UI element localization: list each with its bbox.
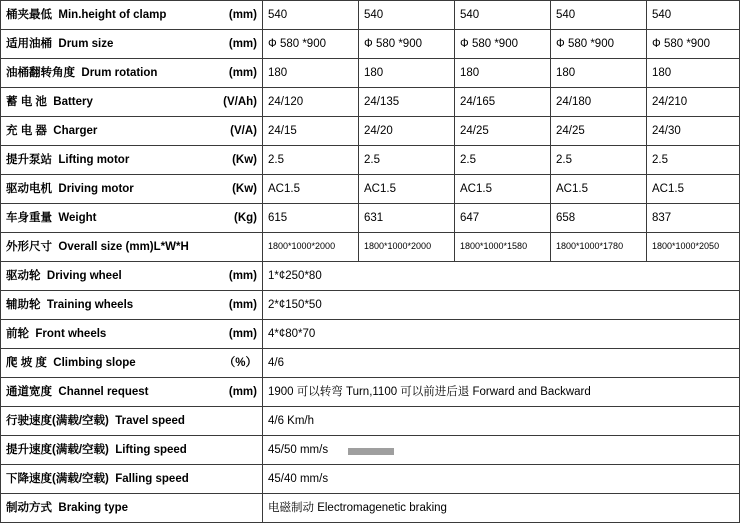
label-unit: (mm) — [228, 327, 257, 340]
label-unit: (mm) — [228, 298, 257, 311]
label-en: Charger — [53, 124, 98, 137]
table-row — [1, 30, 740, 59]
table-cell-merged: 4*¢80*70 — [263, 320, 740, 349]
table-row — [1, 494, 740, 523]
row-label — [1, 291, 263, 320]
row-label — [1, 175, 263, 204]
label-en: Travel speed — [115, 414, 185, 427]
table-row — [1, 117, 740, 146]
table-cell-merged: 1*¢250*80 — [263, 262, 740, 291]
table-row — [1, 378, 740, 407]
label-unit: (Kw) — [232, 153, 257, 166]
label-cn: 前轮 — [6, 327, 29, 340]
label-en: Channel request — [58, 385, 149, 398]
table-cell: 658 — [551, 204, 647, 233]
table-row — [1, 59, 740, 88]
table-cell: 24/20 — [359, 117, 455, 146]
label-unit: (Kw) — [232, 182, 257, 195]
label-cn: 行驶速度(满载/空载) — [6, 414, 109, 427]
table-cell: AC1.5 — [551, 175, 647, 204]
table-cell: 24/180 — [551, 88, 647, 117]
label-cn: 制动方式 — [6, 501, 52, 514]
label-en: Climbing slope — [53, 356, 136, 369]
table-cell: 24/25 — [551, 117, 647, 146]
label-cn: 驱动轮 — [6, 269, 41, 282]
row-label — [1, 233, 263, 262]
table-cell: 540 — [455, 1, 551, 30]
label-cn: 辅助轮 — [6, 298, 41, 311]
table-cell-merged: 2*¢150*50 — [263, 291, 740, 320]
label-cn: 通道宽度 — [6, 385, 52, 398]
table-row — [1, 407, 740, 436]
table-cell: 1800*1000*1780 — [551, 233, 647, 262]
label-cn: 提升泵站 — [6, 153, 52, 166]
label-en: Battery — [53, 95, 93, 108]
table-cell: 615 — [263, 204, 359, 233]
table-cell: 2.5 — [359, 146, 455, 175]
table-cell: 180 — [263, 59, 359, 88]
table-row — [1, 88, 740, 117]
label-cn: 爬 坡 度 — [6, 356, 47, 369]
label-unit: (V/Ah) — [223, 95, 257, 108]
table-cell: 24/165 — [455, 88, 551, 117]
table-cell: 837 — [647, 204, 740, 233]
table-cell-merged: 电磁制动 Electromagenetic braking — [263, 494, 740, 523]
label-cn: 桶夹最低 — [6, 8, 52, 21]
table-cell: 2.5 — [455, 146, 551, 175]
label-cn: 油桶翻转角度 — [6, 66, 75, 79]
table-cell: 1800*1000*2000 — [263, 233, 359, 262]
table-cell: AC1.5 — [647, 175, 740, 204]
row-label — [1, 436, 263, 465]
table-row — [1, 349, 740, 378]
label-unit: (mm) — [228, 8, 257, 21]
table-cell-merged: 45/50 mm/s — [263, 436, 740, 465]
scroll-thumb[interactable] — [348, 448, 394, 455]
label-unit: (V/A) — [230, 124, 257, 137]
table-cell: Ф 580 *900 — [647, 30, 740, 59]
label-unit: (mm) — [228, 66, 257, 79]
table-cell: 540 — [263, 1, 359, 30]
label-cn: 外形尺寸 — [6, 240, 52, 253]
label-unit: (mm) — [228, 269, 257, 282]
label-cn: 蓄 电 池 — [6, 95, 47, 108]
label-cn: 充 电 器 — [6, 124, 47, 137]
label-en: Training wheels — [46, 298, 134, 311]
table-cell: Ф 580 *900 — [551, 30, 647, 59]
row-label — [1, 262, 263, 291]
table-row — [1, 291, 740, 320]
table-row — [1, 320, 740, 349]
table-cell: AC1.5 — [359, 175, 455, 204]
table-cell: 24/30 — [647, 117, 740, 146]
table-cell: 540 — [647, 1, 740, 30]
table-cell: 2.5 — [647, 146, 740, 175]
label-en: Drum size — [58, 37, 114, 50]
table-cell: 1800*1000*1580 — [455, 233, 551, 262]
row-label — [1, 465, 263, 494]
label-cn: 下降速度(满载/空载) — [6, 472, 109, 485]
label-cn: 提升速度(满载/空载) — [6, 443, 109, 456]
table-cell: Ф 580 *900 — [359, 30, 455, 59]
table-cell: Ф 580 *900 — [263, 30, 359, 59]
label-en: Falling speed — [115, 472, 189, 485]
table-row — [1, 1, 740, 30]
table-cell: 24/135 — [359, 88, 455, 117]
label-en: Min.height of clamp — [58, 8, 167, 21]
table-row — [1, 262, 740, 291]
row-label — [1, 1, 263, 30]
label-en: Lifting motor — [58, 153, 130, 166]
row-label — [1, 204, 263, 233]
label-cn: 适用油桶 — [6, 37, 52, 50]
label-en: Driving motor — [58, 182, 134, 195]
row-label — [1, 320, 263, 349]
row-label — [1, 494, 263, 523]
label-en: Driving wheel — [46, 269, 122, 282]
row-label — [1, 30, 263, 59]
label-unit: (mm) — [228, 37, 257, 50]
table-cell: 180 — [647, 59, 740, 88]
row-label — [1, 59, 263, 88]
table-cell: 2.5 — [551, 146, 647, 175]
table-cell: 2.5 — [263, 146, 359, 175]
label-en: Front wheels — [35, 327, 107, 340]
label-cn: 驱动电机 — [6, 182, 52, 195]
table-cell: 1800*1000*2000 — [359, 233, 455, 262]
row-label — [1, 407, 263, 436]
row-label — [1, 117, 263, 146]
label-unit: （%） — [223, 356, 257, 369]
table-cell: AC1.5 — [455, 175, 551, 204]
table-cell-merged: 4/6 — [263, 349, 740, 378]
table-row — [1, 204, 740, 233]
row-label — [1, 146, 263, 175]
label-unit: (Kg) — [234, 211, 257, 224]
table-cell: Ф 580 *900 — [455, 30, 551, 59]
table-row — [1, 465, 740, 494]
row-label — [1, 378, 263, 407]
table-cell: 180 — [455, 59, 551, 88]
table-cell-merged: 45/40 mm/s — [263, 465, 740, 494]
label-en: Drum rotation — [81, 66, 158, 79]
table-cell: 180 — [359, 59, 455, 88]
row-label — [1, 88, 263, 117]
table-cell: 24/120 — [263, 88, 359, 117]
label-en: Overall size (mm)L*W*H — [58, 240, 189, 253]
table-cell: 24/25 — [455, 117, 551, 146]
label-en: Weight — [58, 211, 97, 224]
table-cell: 180 — [551, 59, 647, 88]
table-row — [1, 175, 740, 204]
table-cell: AC1.5 — [263, 175, 359, 204]
table-row — [1, 233, 740, 262]
table-cell-merged: 4/6 Km/h — [263, 407, 740, 436]
row-label — [1, 349, 263, 378]
table-cell: 540 — [359, 1, 455, 30]
table-cell: 647 — [455, 204, 551, 233]
table-cell: 631 — [359, 204, 455, 233]
table-cell: 540 — [551, 1, 647, 30]
label-cn: 车身重量 — [6, 211, 52, 224]
table-row — [1, 146, 740, 175]
label-en: Lifting speed — [115, 443, 187, 456]
label-en: Braking type — [58, 501, 129, 514]
table-cell: 24/15 — [263, 117, 359, 146]
table-cell: 1800*1000*2050 — [647, 233, 740, 262]
label-unit: (mm) — [228, 385, 257, 398]
table-cell: 24/210 — [647, 88, 740, 117]
table-cell-merged: 1900 可以转弯 Turn,1100 可以前进后退 Forward and Backward — [263, 378, 740, 407]
